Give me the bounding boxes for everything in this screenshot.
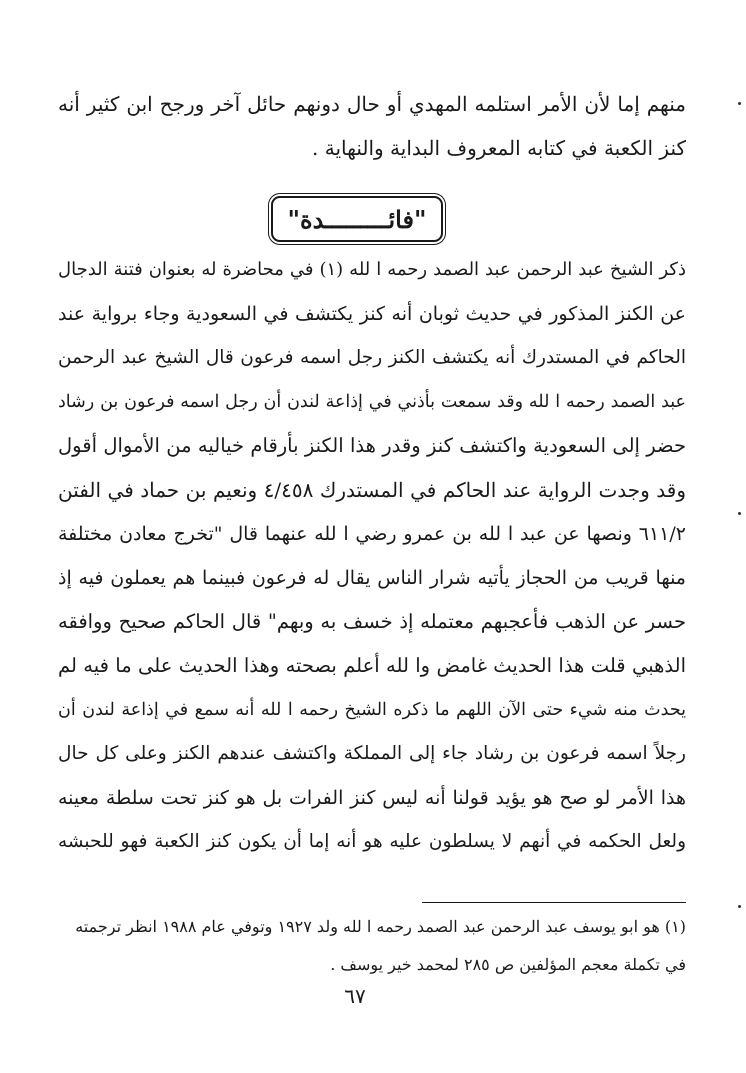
footnote — [58, 908, 686, 984]
footnote-line: (١) هو ابو يوسف عبد الرحمن عبد الصمد رحمه ا لله ولد ١٩٢٧ وتوفي عام ١٩٨٨ انظر ترجمته — [75, 917, 686, 936]
text-line: عبد الصمد رحمه ا لله وقد سمعت بأذني في إذاعة لندن أن رجل اسمه فرعون بن رشاد — [58, 392, 686, 412]
text-line: يحدث منه شيء حتى الآن اللهم ما ذكره الشيخ رحمه ا لله أنه سمع في إذاعة لندن أن — [58, 700, 686, 720]
text-line: هذا الأمر لو صح هو يؤيد قولنا أنه ليس كنز الفرات بل هو كنز تحت سلطة معينه — [58, 787, 686, 809]
text-line: حسر عن الذهب فأعجبهم معتمله إذ خسف به وبهم" قال الحاكم صحيح ووافقه — [58, 610, 686, 633]
scan-mark — [738, 905, 741, 908]
section-heading — [271, 196, 443, 242]
scan-mark — [738, 512, 741, 515]
text-line: ٦١١/٢ ونصها عن عبد ا لله بن عمرو رضي ا لله عنهما قال "تخرج معادن مختلفة — [58, 523, 686, 545]
footnote-divider — [422, 902, 686, 903]
section-heading-text: "فائـــــــــدة" — [287, 204, 427, 234]
text-line: ذكر الشيخ عبد الرحمن عبد الصمد رحمه ا لله (١) في محاضرة له بعنوان فتنة الدجال — [58, 259, 686, 280]
text-line: منهم إما لأن الأمر استلمه المهدي أو حال دونهم حائل آخر ورجح ابن كثير أنه — [58, 92, 686, 116]
text-line: الذهبي قلت هذا الحديث غامض وا لله أعلم بصحته وهذا الحديث على ما فيه لم — [58, 654, 686, 677]
text-line: رجلاً اسمه فرعون بن رشاد جاء إلى المملكة واكتشف عندهم الكنز وعلى كل حال — [58, 743, 686, 764]
text-line: حضر إلى السعودية واكتشف كنز وقدر هذا الكنز بأرقام خياليه من الأموال أقول — [58, 434, 686, 457]
text-line: منها قريب من الحجاز يأتيه شرار الناس يقال له فرعون فبينما هم يعملون فيه إذ — [58, 567, 686, 589]
text-line: عن الكنز المذكور في حديث ثوبان أنه كنز يكتشف في السعودية وجاء برواية عند — [58, 303, 686, 325]
text-line: وقد وجدت الرواية عند الحاكم في المستدرك ٤/٤٥٨ ونعيم بن حماد في الفتن — [58, 478, 686, 502]
main-paragraph — [58, 248, 686, 864]
footnote-line: في تكملة معجم المؤلفين ص ٢٨٥ لمحمد خير يوسف . — [330, 955, 686, 974]
page-number: ٦٧ — [344, 984, 366, 1008]
text-line: ولعل الحكمه في أنهم لا يسلطون عليه هو أنه إما أن يكون كنز الكعبة فهو للحبشه — [58, 831, 686, 852]
text-line: الحاكم في المستدرك أنه يكتشف الكنز رجل اسمه فرعون قال الشيخ عبد الرحمن — [58, 347, 686, 368]
intro-paragraph — [58, 82, 686, 170]
text-line: كنز الكعبة في كتابه المعروف البداية والنهاية . — [312, 136, 686, 160]
scan-mark — [738, 102, 741, 105]
